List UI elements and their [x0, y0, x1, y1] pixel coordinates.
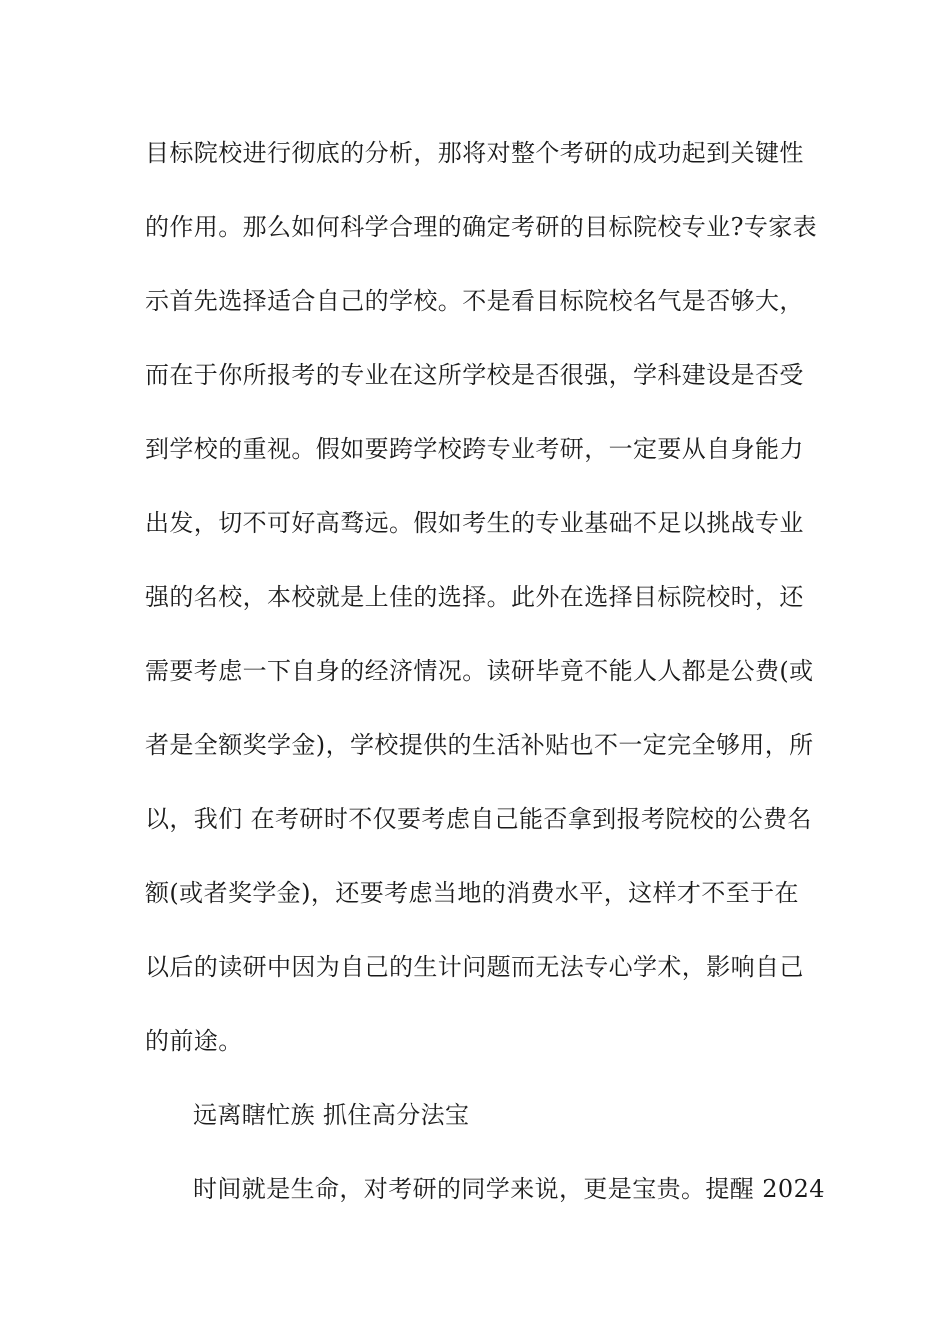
- paragraph-line: 额(或者奖学金)，还要考虑当地的消费水平，这样才不至于在: [145, 879, 799, 907]
- section-heading: 远离瞎忙族 抓住高分法宝: [193, 1101, 470, 1129]
- paragraph-line: 时间就是生命，对考研的同学来说，更是宝贵。提醒 2024: [193, 1175, 825, 1203]
- paragraph-line: 而在于你所报考的专业在这所学校是否很强，学科建设是否受: [145, 361, 804, 389]
- paragraph-line: 强的名校，本校就是上佳的选择。此外在选择目标院校时，还: [145, 583, 804, 611]
- paragraph-line: 示首先选择适合自己的学校。不是看目标院校名气是否够大，: [145, 287, 804, 315]
- paragraph-line: 需要考虑一下自身的经济情况。读研毕竟不能人人都是公费(或: [145, 657, 814, 685]
- paragraph-line: 到学校的重视。假如要跨学校跨专业考研，一定要从自身能力: [145, 435, 804, 463]
- paragraph-line: 的前途。: [145, 1027, 243, 1055]
- paragraph-line: 以，我们 在考研时不仅要考虑自己能否拿到报考院校的公费名: [145, 805, 812, 833]
- paragraph-line: 出发，切不可好高骛远。假如考生的专业基础不足以挑战专业: [145, 509, 804, 537]
- paragraph-line: 目标院校进行彻底的分析，那将对整个考研的成功起到关键性: [145, 139, 804, 167]
- paragraph-line: 以后的读研中因为自己的生计问题而无法专心学术，影响自己: [145, 953, 804, 981]
- paragraph-line: 者是全额奖学金)，学校提供的生活补贴也不一定完全够用，所: [145, 731, 814, 759]
- paragraph-line: 的作用。那么如何科学合理的确定考研的目标院校专业?专家表: [145, 213, 818, 241]
